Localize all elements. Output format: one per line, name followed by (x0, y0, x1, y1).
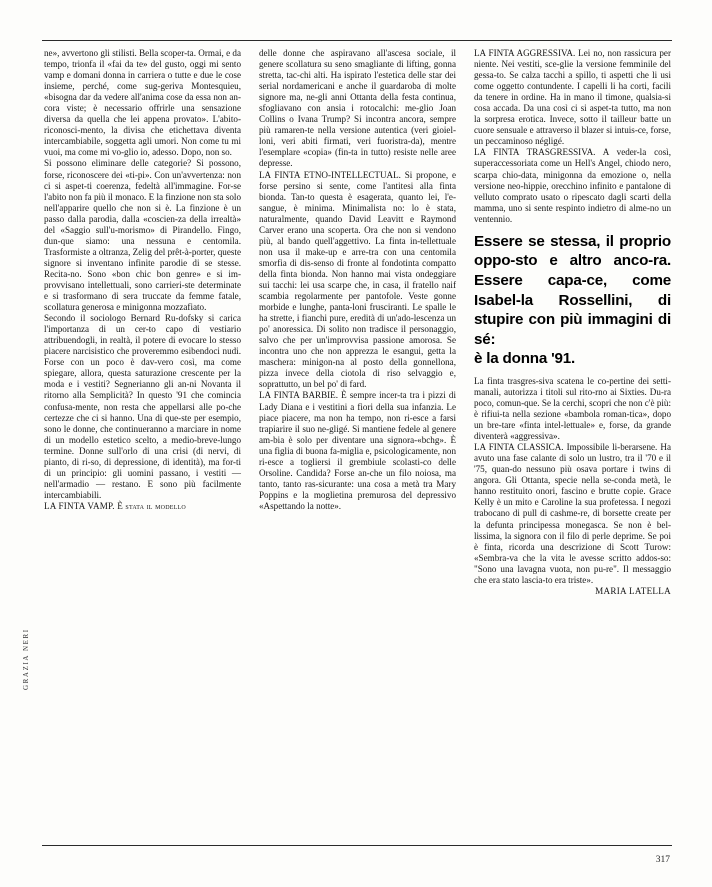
paragraph: Secondo il sociologo Bernard Ru-dofsky si carica l'importanza di un cer-to capo di vestiario attribuendogli, in realtà, il potere di evocare lo stesso piacere narcisistico che proveremmo esibendoci nudi. Forse con un poco è dav-vero così, ma come spiegare, allora, questa saturazione crescente per la moda e i vestiti? Segnerianno gli an-ni Novanta il ritorno alla Semplicità? In questo '91 che comincia confusa-mente, non resta che appellarsi alle po-che certezze che ci si hanno. Una di que-ste per esempio, sono le donne, che continueranno a marciare in nome di un modello estetico scelto, a medio-breve-lungo termine. Donne sull'orlo di una crisi (di nervi, di pianto, di ri-so, di depressione, di identità), ma for-ti di un principio: gli uomini passano, i vestiti — nell'armadio — restano. E sono più facilmente intercambiabili. (44, 313, 241, 500)
pull-quote-text: Essere se stessa, il proprio oppo-sto e altro anco-ra. Essere capa-ce, come Isabel-la Rossellini, di stupire con più immagini di sé: (474, 232, 671, 348)
paragraph: ne», avvertono gli stilisti. Bella scoper-ta. Ormai, e da tempo, trionfa il «fai da te» del gusto, oggi mi sento vamp e domani donna in carriera o tutte e due le cose insieme, perché, come sug-geriva Montesquieu, «bisogna dar da vedere all'anima cose da essa non an-cora viste; è necessario offrirle una sensazione diversa da quella che lei appena provato». L'abito-riconosci-mento, la divisa che etichettava diventa intercambiabile, soggetta agli umori. Non come tu mi vuoi, ma come mi vo-glio io, adesso. Dopo, non so. (44, 48, 241, 158)
section-heading-finta-vamp: LA FINTA VAMP. È stata il modello (44, 500, 186, 511)
paragraph-finta-barbie: LA FINTA BARBIE. È sempre incer-ta tra i pizzi di Lady Diana e i vestitini a fiori della sua infanzia. Le piace piacere, ma non ha tempo, non ri-esce a farsi trapiarire il suo ne-gligé. Si mantiene fedele al genere am-bia è solo per diventare una signora-«bchg». È una figlia di buona fa-miglia e, psicologicamente, non ri-esce a togliersi il grembiule scolasti-co delle Orsoline. Candida? Forse an-che un filo noiosa, ma tanto, tanto ras-sicurante: una cosa a metà tra Mary Poppins e la moglietina premurosa del depressivo «Aspettando la notte». (259, 390, 456, 511)
article-columns (44, 48, 672, 838)
pull-quote-last-line: è la donna '91. (474, 350, 576, 368)
paragraph-finta-trasgressiva: LA FINTA TRASGRESSIVA. A veder-la così, superaccessoriata come un Hell's Angel, chiodo nero, scarpa chio-data, minigonna da emozione o, nella versione neo-hippie, orecchino infinito e pantalone di velluto comprato usato o ripescato dagli scarti della mamma, uno si sente respinto indietro di alme-no un ventennio. (474, 147, 671, 224)
paragraph: Si possono eliminare delle categorie? Si possono, forse, riconoscere dei «ti-pi». Con un'avvertenza: non ci si aspet-ti coerenza, fedeltà all'immagine. For-se l'abito non fa più il monaco. E la finzione non sta solo nell'apparire quello che non si è. La finzione è un passo dalla parodia, dalla «coscien-za della irrealtà» del «Saggio sull'u-morismo» di Pirandello. Fingo, dun-que siamo: una nessuna e centomila. Trasformiste a oltranza, Zelig del prêt-à-porter, queste signore si inventano infinite parodie di se stesse. Recita-no. Sono «bon chic bon genre» e si im-provvisano intellettuali, sono carrieri-ste determinate e si trasformano di sera truccate da femme fatale, scollatura generosa e minigonna mozzafiato. (44, 158, 241, 313)
top-rule (42, 40, 672, 41)
text-column-3 (474, 48, 671, 838)
paragraph-finta-classica: LA FINTA CLASSICA. Impossibile li-berarsene. Ha avuto una fase calante di solo un lustro, tra il '70 e il '75, quan-do nessuno più osava portare i twins di angora. Gli Ottanta, specie nella se-conda metà, le hanno restituito onori, fascino e brutte copie. Grace Kelly è un mito e Caroline la sua profetessa. I negozi trabocano di pull di cashme-re, di borsette create per la defunta principessa monegasca. Se non è bel-lissima, la signora con il filo di perle deprime. Se poi è finta, ricorda una descrizione di Scott Turow: «Sembra-va che la vita le avesse scritto addos-so: "Sono una lavagna vuota, non pu-re". Il messaggio che era stato lascia-to era triste». (474, 442, 671, 585)
author-byline: MARIA LATELLA (595, 585, 671, 596)
paragraph-finta-aggressiva: LA FINTA AGGRESSIVA. Lei no, non rassicura per niente. Nei vestiti, sce-glie la versione femminile del gessa-to. Se calza tacchi a spillo, ti aspetti che li usi come oggetto contundente. I capelli li ha corti, facili da tenere in ordine. Ha in mano il timone, qualsia-si cosa accada. Da una così ci si aspet-ta tutto, ma non la sorpresa erotica. Invece, sotto il tailleur batte un cuore sensuale e attraverso il blazer si intuis-ce, forse, un peccaminoso négligé. (474, 48, 671, 147)
page-number: 317 (655, 855, 670, 865)
text-column-1 (44, 48, 241, 838)
paragraph-finta-etno: LA FINTA ETNO-INTELLECTUAL. Si propone, e forse persino si sente, come l'antitesi alla finta bionda. Tan-to questa è esagerata, quanto lei, l'e-sangue, è minima. Minimalista no: lo è stata, naturalmente, quando David Leavitt e Raymond Carver erano una scoperta. Ora che non si vendono più, al bando quell'aggettivo. La finta in-tellettuale non usa il make-up e arre-tra con una centomila smorfia di dis-senso di fronte al fondotinta compatto della finta bionda. Non hanno mai vista ondeggiare sui tacchi: lei usa scarpe che, in casa, il fratello naif scambia regolarmente per pantofole. Veste gonne morbide e lunghe, panta-loni frusciranti. Le spalle le ha strette, i fianchi pure, eredità di un'ado-lescenza un po' anoressica. Di solito non tradisce il personaggio, salvo che per un'improvvisa passione amorosa. Se incontra uno che non apprezza le esangui, getta la maschera: minigon-na al posto della gonnellona, pizza invece della ciotola di riso selvaggio e, soprattutto, un bel po' di fard. (259, 169, 456, 390)
paragraph: La finta trasgres-siva scatena le co-pertine dei setti-manali, autorizza i titoli sul rito-rno ai Sixties. Du-ra poco, comun-que. Se la cerchi, scopri che non c'è più: è rifiui-ta nella sezione «bambola roman-tica», dopo un bre-tare «finta intel-lettuale» e, forse, da grande diventerà «aggressiva». (474, 375, 671, 442)
text-column-2 (259, 48, 456, 838)
paragraph: delle donne che aspiravano all'ascesa sociale, il genere scollatura su seno smagliante di lifting, gonna stretta, tac-chi alti. Ha ispirato l'estetica delle star dei serial nordamericani e anche il guardaroba di molte signore ma, ne-gli anni Ottanta della festa continua, sfogliavano con ansia i rotocalchi: me-glio Joan Collins o Ivana Trump? Si incontra ancora, sempre più ramaren-te nella versione autentica (veri gioiel-loni, veri abiti firmati, veri fuoristra-da), mentre l'esemplare «copia» (fin-ta in tutto) resiste nelle aree depresse. (259, 48, 456, 169)
bottom-rule (42, 845, 672, 846)
pull-quote (474, 232, 671, 369)
photo-credit-vertical: GRAZIA NERI (22, 628, 30, 690)
